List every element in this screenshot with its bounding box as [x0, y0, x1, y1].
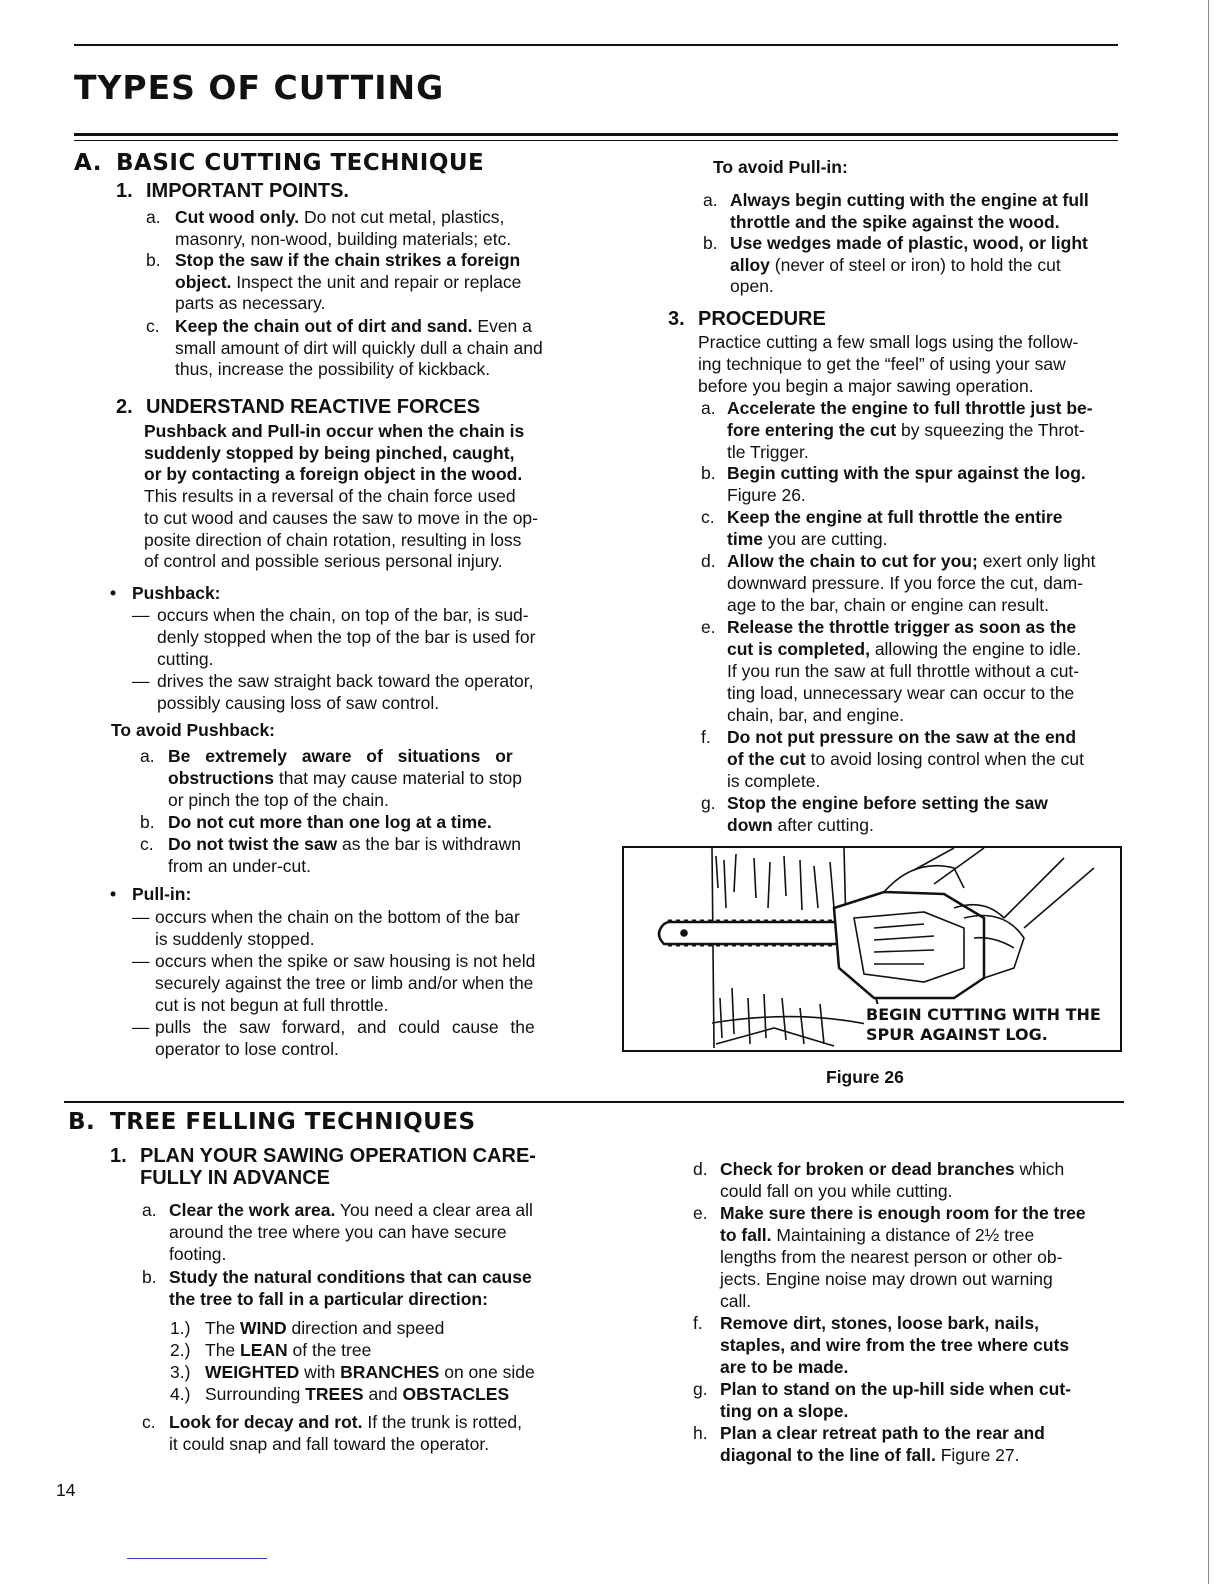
b1-h-rest: Figure 27.: [935, 1445, 1020, 1465]
a3-d-line1: [727, 551, 1096, 573]
a3-c-rest: you are cutting.: [762, 529, 888, 549]
a3-d-rest: exert only light: [977, 551, 1096, 571]
a1-b-bold: object.: [175, 272, 232, 292]
a2-body-line-2: to cut wood and causes the saw to move in the op-: [144, 508, 538, 528]
section-b-title: TREE FELLING TECHNIQUES: [110, 1109, 476, 1135]
a3-e-line2: [727, 639, 1081, 661]
a3-f-line2: [727, 749, 1084, 771]
a3-intro-3: before you begin a major sawing operation.: [698, 376, 1034, 396]
a3-c-line1: Keep the engine at full throttle the entire: [727, 507, 1063, 527]
api-b-rest: (never of steel or iron) to hold the cut: [769, 255, 1061, 275]
b1-e-letter: e.: [693, 1203, 708, 1223]
a3-b-line2: Figure 26.: [727, 485, 806, 505]
pullin-dash-6: —: [132, 1017, 150, 1037]
a3-c-bold: time: [727, 529, 763, 549]
a3-a-line2: [727, 420, 1085, 442]
pullin-line-4: securely against the tree or limb and/or when the: [155, 973, 534, 993]
a1-b-letter: b.: [146, 250, 161, 270]
b1-a-line3: footing.: [169, 1244, 227, 1264]
condition-3-post2: on one side: [439, 1362, 535, 1382]
b1-e-line4: jects. Engine noise may drown out warning: [720, 1269, 1053, 1289]
a3-g-letter: g.: [701, 793, 716, 813]
a2-body-line-4: of control and possible serious personal injury.: [144, 551, 503, 571]
pullin-dash-1: —: [132, 907, 150, 927]
a1-b-line3: parts as necessary.: [175, 293, 326, 313]
ap-a-letter: a.: [140, 746, 155, 766]
b1-c-letter: c.: [142, 1412, 156, 1432]
a3-f-letter: f.: [701, 727, 711, 747]
ap-a-line3: or pinch the top of the chain.: [168, 790, 389, 810]
a1-c-line3: thus, increase the possibility of kickback.: [175, 359, 491, 379]
a2-bold-line-2: suddenly stopped by being pinched, caught,: [144, 443, 515, 463]
pullin-dash-3: —: [132, 951, 150, 971]
pullin-line-3: occurs when the spike or saw housing is not held: [155, 951, 536, 971]
a3-d-letter: d.: [701, 551, 716, 571]
a3-e-line1: Release the throttle trigger as soon as the: [727, 617, 1077, 637]
a1-b-line2: [175, 272, 521, 294]
pushback-dash-4: —: [132, 671, 150, 691]
b1-e-line1: Make sure there is enough room for the tree: [720, 1203, 1086, 1223]
b1-a-line2: around the tree where you can have secure: [169, 1222, 507, 1242]
pullin-line-2: is suddenly stopped.: [155, 929, 315, 949]
pullin-line-5: cut is not begun at full throttle.: [155, 995, 389, 1015]
pullin-label: Pull-in:: [132, 884, 192, 904]
condition-1-post: direction and speed: [286, 1318, 445, 1338]
a1-c-line2: small amount of dirt will quickly dull a chain and: [175, 338, 543, 358]
a1-a-bold: Cut wood only.: [175, 207, 300, 227]
condition-1-text: [205, 1318, 444, 1340]
a3-d-bold: Allow the chain to cut for you;: [727, 551, 978, 571]
condition-2-bold: LEAN: [240, 1340, 288, 1360]
b1-title-line2: FULLY IN ADVANCE: [140, 1167, 331, 1189]
ap-a-line2: [168, 768, 522, 790]
a3-intro-2: ing technique to get the “feel” of using your saw: [698, 354, 1066, 374]
a3-g-bold: down: [727, 815, 773, 835]
a3-f-line3: is complete.: [727, 771, 821, 791]
pushback-line-4: drives the saw straight back toward the operator,: [157, 671, 534, 691]
a1-a-rest: Do not cut metal, plastics,: [299, 207, 505, 227]
api-a-letter: a.: [703, 190, 718, 210]
ap-a-rest: that may cause material to stop: [273, 768, 523, 788]
a1-number: 1.: [116, 180, 133, 202]
condition-2-num: 2.): [170, 1340, 191, 1360]
ap-c-rest: as the bar is withdrawn: [337, 834, 522, 854]
a3-b-letter: b.: [701, 463, 716, 483]
a2-bold-line-3: or by contacting a foreign object in the wood.: [144, 464, 523, 484]
condition-4-text: [205, 1384, 509, 1406]
a3-g-line1: Stop the engine before setting the saw: [727, 793, 1048, 813]
b1-c-line2: it could snap and fall toward the operator.: [169, 1434, 490, 1454]
a1-b-rest: Inspect the unit and repair or replace: [231, 272, 522, 292]
a3-f-line1: Do not put pressure on the saw at the end: [727, 727, 1077, 747]
section-b-rule: [64, 1101, 1124, 1103]
a3-f-bold: of the cut: [727, 749, 806, 769]
title-rule-thick: [74, 133, 1118, 136]
api-b-line1: Use wedges made of plastic, wood, or light: [730, 233, 1088, 253]
condition-2-pre: The: [205, 1340, 241, 1360]
section-a-title: BASIC CUTTING TECHNIQUE: [116, 150, 485, 176]
figure-26: [622, 846, 1122, 1052]
a3-e-line4: ting load, unnecessary wear can occur to the: [727, 683, 1075, 703]
a2-title: UNDERSTAND REACTIVE FORCES: [146, 396, 481, 418]
a1-a-line1: [175, 207, 504, 229]
condition-4-num: 4.): [170, 1384, 191, 1404]
b1-g-line2: ting on a slope.: [720, 1401, 849, 1421]
pushback-line-3: cutting.: [157, 649, 214, 669]
condition-1-num: 1.): [170, 1318, 191, 1338]
condition-2-post: of the tree: [287, 1340, 372, 1360]
b1-e-line5: call.: [720, 1291, 752, 1311]
b1-f-line2: staples, and wire from the tree where cuts: [720, 1335, 1070, 1355]
a2-body-line-1: This results in a reversal of the chain force used: [144, 486, 516, 506]
right-edge-line: [1208, 0, 1209, 1584]
condition-3-text: [205, 1362, 535, 1384]
a2-bold-line-1: Pushback and Pull-in occur when the chain is: [144, 421, 525, 441]
title-rule-thin: [74, 140, 1118, 141]
b1-f-letter: f.: [693, 1313, 703, 1333]
a3-c-letter: c.: [701, 507, 715, 527]
b1-d-line2: could fall on you while cutting.: [720, 1181, 953, 1201]
ap-b-line1: Do not cut more than one log at a time.: [168, 812, 492, 832]
a3-e-letter: e.: [701, 617, 716, 637]
b1-b-line2: the tree to fall in a particular direction:: [169, 1289, 488, 1309]
b1-a-bold: Clear the work area.: [169, 1200, 336, 1220]
a1-c-bold: Keep the chain out of dirt and sand.: [175, 316, 473, 336]
avoid-pushback-label: To avoid Pushback:: [111, 720, 276, 740]
pushback-bullet: •: [110, 583, 117, 603]
a3-number: 3.: [668, 308, 685, 330]
a1-b-line1: Stop the saw if the chain strikes a foreign: [175, 250, 521, 270]
b1-a-rest: You need a clear area all: [335, 1200, 533, 1220]
b1-c-rest: If the trunk is rotted,: [362, 1412, 523, 1432]
b1-h-line1: Plan a clear retreat path to the rear and: [720, 1423, 1045, 1443]
a3-a-rest: by squeezing the Throt-: [896, 420, 1085, 440]
a1-a-line2: masonry, non-wood, building materials; etc.: [175, 229, 512, 249]
b1-d-bold: Check for broken or dead branches: [720, 1159, 1015, 1179]
ap-c-bold: Do not twist the saw: [168, 834, 338, 854]
a3-e-line3: If you run the saw at full throttle without a cut-: [727, 661, 1080, 681]
a3-f-rest: to avoid losing control when the cut: [805, 749, 1084, 769]
b1-title-line1: PLAN YOUR SAWING OPERATION CARE-: [140, 1145, 536, 1167]
b1-g-line1: Plan to stand on the up-hill side when cut-: [720, 1379, 1071, 1399]
avoid-pullin-label: To avoid Pull-in:: [713, 157, 848, 177]
b1-h-letter: h.: [693, 1423, 708, 1443]
a3-c-line2: [727, 529, 888, 551]
b1-f-line1: Remove dirt, stones, loose bark, nails,: [720, 1313, 1039, 1333]
b1-g-letter: g.: [693, 1379, 708, 1399]
a3-intro-1: Practice cutting a few small logs using the follow-: [698, 332, 1079, 352]
b1-d-line1: [720, 1159, 1064, 1181]
a1-a-letter: a.: [146, 207, 161, 227]
api-a-line1: Always begin cutting with the engine at full: [730, 190, 1089, 210]
api-b-bold: alloy: [730, 255, 770, 275]
a1-title: IMPORTANT POINTS.: [146, 180, 349, 202]
condition-3-post: with: [299, 1362, 341, 1382]
a3-g-rest: after cutting.: [772, 815, 874, 835]
api-b-line3: open.: [730, 276, 774, 296]
a3-a-letter: a.: [701, 398, 716, 418]
b1-e-rest: Maintaining a distance of 2½ tree: [771, 1225, 1035, 1245]
a3-a-line1: Accelerate the engine to full throttle just be-: [727, 398, 1093, 418]
b1-e-line3: lengths from the nearest person or other ob-: [720, 1247, 1063, 1267]
b1-h-bold: diagonal to the line of fall.: [720, 1445, 936, 1465]
pullin-bullet: •: [110, 884, 117, 904]
ap-a-line1: Be extremely aware of situations or: [168, 746, 513, 766]
top-rule: [74, 44, 1118, 46]
figure-callout-line1: BEGIN CUTTING WITH THE: [866, 1005, 1101, 1024]
footer-link-line: [127, 1558, 267, 1559]
b1-h-line2: [720, 1445, 1020, 1467]
b1-e-bold: to fall.: [720, 1225, 772, 1245]
condition-2-text: [205, 1340, 371, 1362]
condition-1-pre: The: [205, 1318, 241, 1338]
page-title: TYPES OF CUTTING: [74, 68, 445, 107]
b1-f-line3: are to be made.: [720, 1357, 849, 1377]
b1-c-line1: [169, 1412, 522, 1434]
pullin-line-6: pulls the saw forward, and could cause the: [155, 1017, 535, 1037]
ap-b-letter: b.: [140, 812, 155, 832]
condition-3-bold: WEIGHTED: [205, 1362, 300, 1382]
a1-c-line1: [175, 316, 532, 338]
page-number: 14: [56, 1480, 76, 1500]
pushback-line-1: occurs when the chain, on top of the bar, is sud-: [157, 605, 529, 625]
ap-c-line2: from an under-cut.: [168, 856, 311, 876]
a2-body-line-3: posite direction of chain rotation, resulting in loss: [144, 530, 522, 550]
b1-e-line2: [720, 1225, 1034, 1247]
b1-c-bold: Look for decay and rot.: [169, 1412, 363, 1432]
b1-b-letter: b.: [142, 1267, 157, 1287]
a3-title: PROCEDURE: [698, 308, 826, 330]
b1-a-letter: a.: [142, 1200, 157, 1220]
ap-a-bold: obstructions: [168, 768, 274, 788]
pushback-line-5: possibly causing loss of saw control.: [157, 693, 440, 713]
b1-number: 1.: [110, 1145, 127, 1167]
a3-a-line3: tle Trigger.: [727, 442, 809, 462]
b1-d-letter: d.: [693, 1159, 708, 1179]
api-b-letter: b.: [703, 233, 718, 253]
a3-e-line5: chain, bar, and engine.: [727, 705, 905, 725]
condition-4-bold: TREES: [305, 1384, 364, 1404]
condition-4-post: and: [363, 1384, 403, 1404]
a1-c-letter: c.: [146, 316, 160, 336]
pushback-dash-1: —: [132, 605, 150, 625]
ap-c-line1: [168, 834, 521, 856]
condition-4-pre: Surrounding: [205, 1384, 306, 1404]
figure-26-caption: Figure 26: [826, 1067, 904, 1087]
pullin-line-7: operator to lose control.: [155, 1039, 339, 1059]
condition-1-bold: WIND: [240, 1318, 287, 1338]
section-a-letter: A.: [74, 150, 102, 176]
b1-b-line1: Study the natural conditions that can cause: [169, 1267, 532, 1287]
a3-b-line1: Begin cutting with the spur against the log.: [727, 463, 1086, 483]
a2-number: 2.: [116, 396, 133, 418]
pushback-label: Pushback:: [132, 583, 221, 603]
a3-g-line2: [727, 815, 874, 837]
figure-callout-line2: SPUR AGAINST LOG.: [866, 1025, 1048, 1044]
condition-3-bold2: BRANCHES: [340, 1362, 440, 1382]
condition-4-bold2: OBSTACLES: [402, 1384, 510, 1404]
a3-d-line3: age to the bar, chain or engine can result.: [727, 595, 1050, 615]
section-b-letter: B.: [68, 1109, 96, 1135]
a1-c-rest: Even a: [472, 316, 532, 336]
b1-d-rest: which: [1014, 1159, 1065, 1179]
b1-a-line1: [169, 1200, 533, 1222]
a3-a-bold: fore entering the cut: [727, 420, 897, 440]
api-a-line2: throttle and the spike against the wood.: [730, 212, 1060, 232]
a3-d-line2: downward pressure. If you force the cut, dam-: [727, 573, 1083, 593]
a3-e-bold: cut is completed,: [727, 639, 870, 659]
condition-3-num: 3.): [170, 1362, 191, 1382]
api-b-line2: [730, 255, 1061, 277]
pushback-line-2: denly stopped when the top of the bar is used for: [157, 627, 536, 647]
ap-c-letter: c.: [140, 834, 154, 854]
a3-e-rest: allowing the engine to idle.: [869, 639, 1082, 659]
pullin-line-1: occurs when the chain on the bottom of the bar: [155, 907, 520, 927]
